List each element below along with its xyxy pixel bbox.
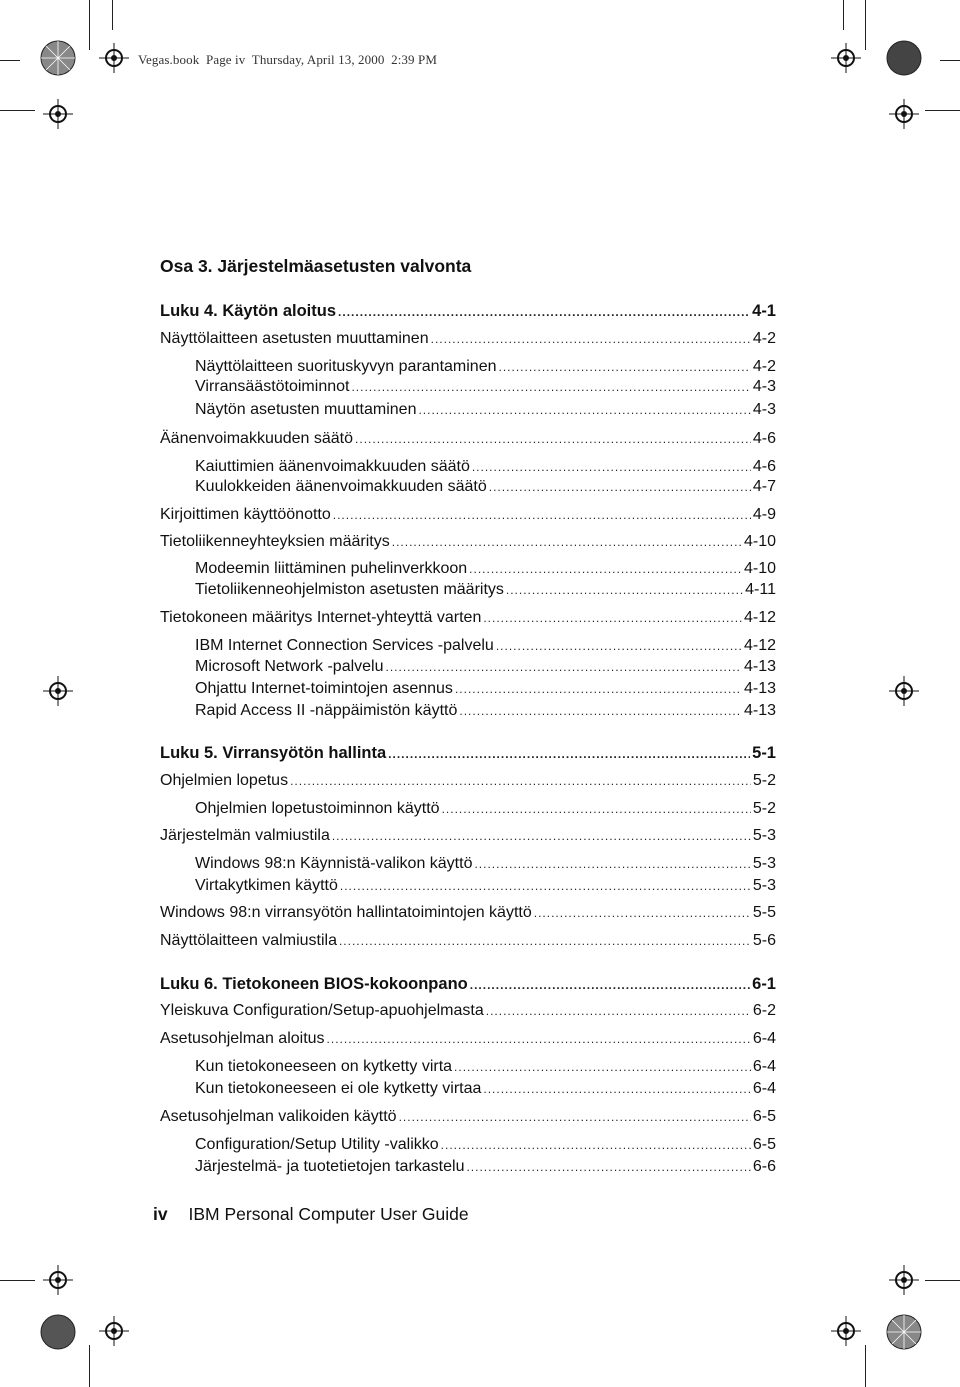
toc-entry-page: 4-11 [745, 581, 776, 598]
toc-entry-page: 4-10 [743, 533, 776, 550]
toc-entry-page: 4-10 [743, 560, 776, 577]
toc-entry-title: Virransäästötoiminnot [195, 378, 350, 395]
toc-entry-title: Järjestelmän valmiustila [160, 827, 330, 844]
dot-leader [399, 1105, 751, 1129]
page-header: Vegas.book Page iv Thursday, April 13, 2000 2:39 PM [138, 52, 437, 67]
crosshair-icon [99, 1316, 129, 1346]
crosshair-icon [43, 99, 73, 129]
toc-entry-title: Microsoft Network -palvelu [195, 658, 384, 675]
toc-entry[interactable] [160, 999, 776, 1023]
toc-entry-page: 4-13 [743, 702, 776, 719]
toc-entry-title: Kun tietokoneeseen ei ole kytketty virtaa [195, 1080, 482, 1097]
toc-entry-title: Yleiskuva Configuration/Setup-apuohjelmasta [160, 1002, 484, 1019]
registration-mark-icon [884, 1312, 924, 1352]
toc-entry-page: 4-13 [743, 658, 776, 675]
toc-entry[interactable] [160, 972, 776, 996]
toc-entry-title: Näyttölaitteen suorituskyvyn parantaminen [195, 358, 497, 375]
crosshair-icon [43, 676, 73, 706]
toc-entry-title: Luku 4. Käytön aloitus [160, 302, 337, 320]
toc-entry[interactable] [195, 852, 776, 876]
toc-entry[interactable] [160, 741, 776, 765]
dot-leader [351, 375, 750, 399]
toc-entry-title: Näyttölaitteen valmiustila [160, 932, 337, 949]
crosshair-icon [889, 99, 919, 129]
toc-entry[interactable] [160, 929, 776, 953]
dot-leader [466, 1155, 750, 1179]
toc-entry[interactable] [160, 503, 776, 527]
dot-leader [338, 300, 750, 324]
toc-entry-title: IBM Internet Connection Services -palvelu [195, 637, 494, 654]
dot-leader [418, 398, 750, 422]
book-title: IBM Personal Computer User Guide [188, 1204, 469, 1224]
toc-entry-page: 4-6 [752, 430, 776, 447]
toc-entry[interactable] [195, 874, 776, 898]
dot-leader [459, 699, 742, 723]
dot-leader [506, 578, 743, 602]
toc-entry-title: Windows 98:n virransyötön hallintatoimintojen käyttö [160, 904, 532, 921]
dot-leader [339, 929, 751, 953]
toc-entry[interactable] [195, 1155, 776, 1179]
toc-entry-title: Näyttölaitteen asetusten muuttaminen [160, 330, 429, 347]
toc-entry-page: 4-9 [752, 506, 776, 523]
toc-entry-title: Tietoliikenneyhteyksien määritys [160, 533, 390, 550]
toc-entry-page: 4-12 [743, 637, 776, 654]
toc-entry[interactable] [160, 901, 776, 925]
part-title: Osa 3. Järjestelmäasetusten valvonta [160, 256, 472, 276]
toc-entry-page: 4-2 [752, 358, 776, 375]
crosshair-icon [889, 676, 919, 706]
toc-entry-title: Äänenvoimakkuuden säätö [160, 430, 354, 447]
toc-entry-page: 6-2 [752, 1002, 776, 1019]
toc-entry[interactable] [160, 530, 776, 554]
toc-entry[interactable] [195, 1077, 776, 1101]
toc-entry[interactable] [195, 1055, 776, 1079]
crosshair-icon [43, 1265, 73, 1295]
dot-leader [386, 655, 742, 679]
toc-entry[interactable] [160, 606, 776, 630]
toc-entry[interactable] [195, 655, 776, 679]
toc-entry[interactable] [160, 1027, 776, 1051]
toc-entry-title: Luku 5. Virransyötön hallinta [160, 744, 387, 762]
toc-entry[interactable] [195, 475, 776, 499]
dot-leader [470, 973, 750, 997]
toc-entry-page: 4-12 [743, 609, 776, 626]
dot-leader [474, 852, 750, 876]
toc-entry-title: Configuration/Setup Utility -valikko [195, 1136, 439, 1153]
toc-entry-page: 5-1 [752, 744, 776, 762]
registration-mark-icon [884, 38, 924, 78]
toc-entry-title: Ohjattu Internet-toimintojen asennus [195, 680, 453, 697]
toc-entry-page: 5-2 [752, 800, 776, 817]
toc-entry-title: Ohjelmien lopetustoiminnon käyttö [195, 800, 440, 817]
dot-leader [431, 327, 751, 351]
toc-entry-page: 5-2 [752, 772, 776, 789]
toc-entry-title: Windows 98:n Käynnistä-valikon käyttö [195, 855, 473, 872]
toc-entry-title: Kaiuttimien äänenvoimakkuuden säätö [195, 458, 470, 475]
toc-entry-page: 4-6 [752, 458, 776, 475]
toc-entry[interactable] [195, 797, 776, 821]
toc-entry-page: 5-6 [752, 932, 776, 949]
toc-entry-page: 4-2 [752, 330, 776, 347]
toc-entry-page: 6-5 [752, 1136, 776, 1153]
toc-entry-page: 5-5 [752, 904, 776, 921]
toc-entry-page: 5-3 [752, 827, 776, 844]
dot-leader [489, 475, 751, 499]
toc-entry-title: Asetusohjelman aloitus [160, 1030, 325, 1047]
dot-leader [355, 427, 751, 451]
toc-entry-page: 4-3 [752, 401, 776, 418]
toc-entry[interactable] [160, 327, 776, 351]
registration-mark-icon [38, 38, 78, 78]
dot-leader [442, 797, 751, 821]
dot-leader [534, 901, 751, 925]
toc-entry-title: Kirjoittimen käyttöönotto [160, 506, 331, 523]
toc-entry[interactable] [195, 578, 776, 602]
toc-entry-page: 4-13 [743, 680, 776, 697]
toc-entry[interactable] [195, 375, 776, 399]
dot-leader [483, 1077, 750, 1101]
toc-entry[interactable] [160, 1105, 776, 1129]
crosshair-icon [889, 1265, 919, 1295]
toc-entry-title: Modeemin liittäminen puhelinverkkoon [195, 560, 468, 577]
registration-mark-icon [38, 1312, 78, 1352]
toc-entry-title: Kuulokkeiden äänenvoimakkuuden säätö [195, 478, 487, 495]
toc-entry[interactable] [160, 427, 776, 451]
toc-entry-title: Tietoliikenneohjelmiston asetusten määritys [195, 581, 504, 598]
toc-entry[interactable] [195, 677, 776, 701]
toc-entry-page: 4-7 [752, 478, 776, 495]
toc-entry[interactable] [160, 769, 776, 793]
toc-entry-title: Tietokoneen määritys Internet-yhteyttä varten [160, 609, 482, 626]
page-number: iv [153, 1204, 168, 1224]
dot-leader [290, 769, 751, 793]
dot-leader [388, 742, 750, 766]
toc-entry-page: 6-6 [752, 1158, 776, 1175]
toc-entry-title: Kun tietokoneeseen on kytketty virta [195, 1058, 453, 1075]
toc-entry[interactable] [195, 1133, 776, 1157]
toc-entry-page: 6-4 [752, 1058, 776, 1075]
crosshair-icon [831, 1316, 861, 1346]
crosshair-icon [831, 43, 861, 73]
toc-entry-title: Näytön asetusten muuttaminen [195, 401, 417, 418]
toc-entry-title: Luku 6. Tietokoneen BIOS-kokoonpano [160, 975, 468, 993]
dot-leader [332, 824, 751, 848]
toc-entry[interactable] [195, 699, 776, 723]
dot-leader [333, 503, 751, 527]
toc-entry-title: Asetusohjelman valikoiden käyttö [160, 1108, 397, 1125]
dot-leader [340, 874, 751, 898]
toc-entry-title: Virtakytkimen käyttö [195, 877, 338, 894]
toc-entry-title: Ohjelmien lopetus [160, 772, 289, 789]
toc-entry-page: 6-4 [752, 1030, 776, 1047]
page-footer [153, 1204, 469, 1225]
toc-entry-page: 4-1 [752, 302, 776, 320]
dot-leader [454, 1055, 751, 1079]
toc-entry-title: Järjestelmä- ja tuotetietojen tarkastelu [195, 1158, 465, 1175]
dot-leader [486, 999, 751, 1023]
crosshair-icon [99, 43, 129, 73]
toc-entry[interactable] [160, 299, 776, 323]
dot-leader [455, 677, 742, 701]
dot-leader [483, 606, 742, 630]
toc-entry[interactable] [160, 824, 776, 848]
toc-entry-page: 6-5 [752, 1108, 776, 1125]
toc-entry[interactable] [195, 398, 776, 422]
toc-entry-page: 6-1 [752, 975, 776, 993]
toc-entry-page: 5-3 [752, 855, 776, 872]
toc-entry-page: 6-4 [752, 1080, 776, 1097]
toc-entry-page: 5-3 [752, 877, 776, 894]
toc-entry-page: 4-3 [752, 378, 776, 395]
dot-leader [392, 530, 742, 554]
toc-entry-title: Rapid Access II -näppäimistön käyttö [195, 702, 458, 719]
dot-leader [441, 1133, 751, 1157]
dot-leader [327, 1027, 751, 1051]
